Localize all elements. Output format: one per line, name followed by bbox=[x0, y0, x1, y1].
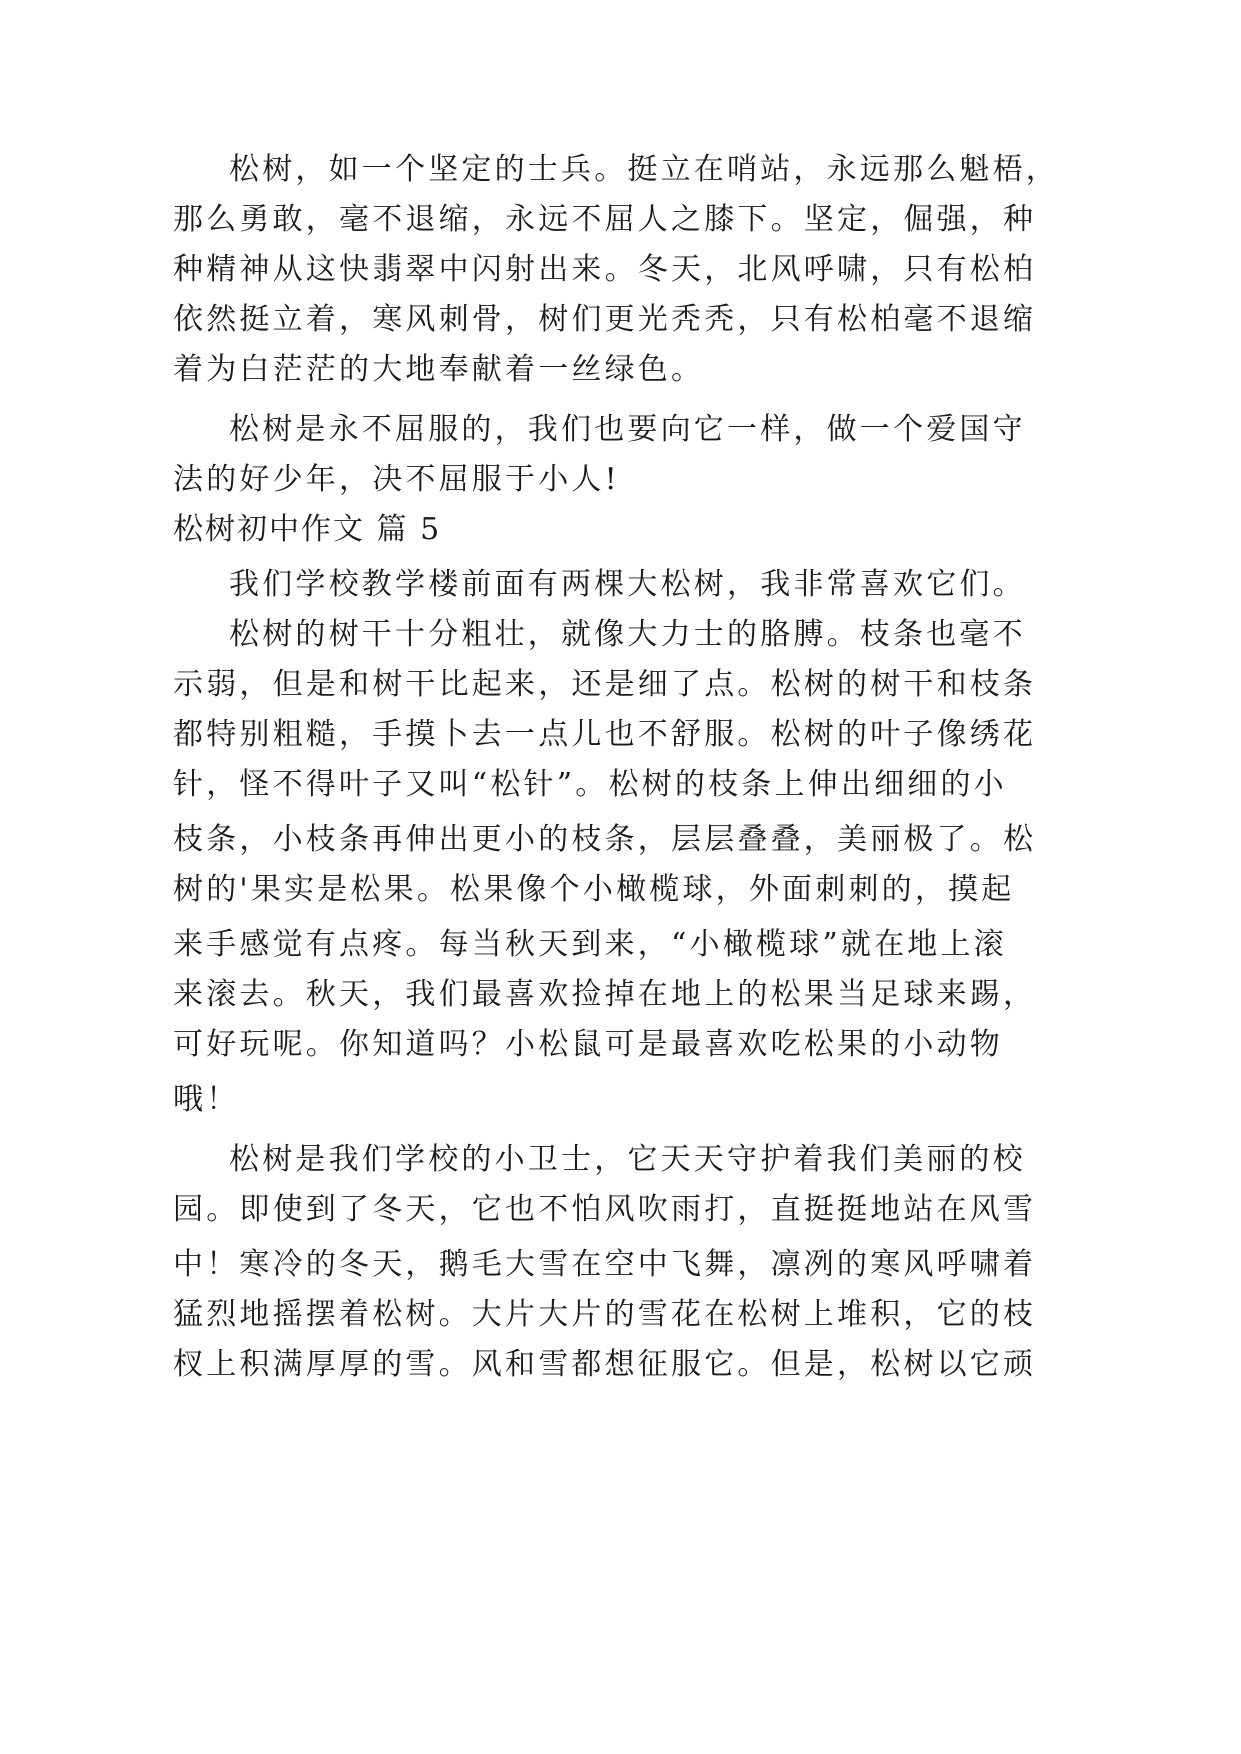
section-heading: 松树初中作文 篇 5 bbox=[173, 512, 442, 547]
text-line-21: 园。即使到了冬天，它也不怕风吹雨打，直挺挺地站在风雪 bbox=[173, 1192, 1037, 1227]
text-line-3: 种精神从这快翡翠中闪射出来。冬天，北风呼啸，只有松柏 bbox=[173, 252, 1037, 287]
text-line-2: 那么勇敢，毫不退缩，永远不屈人之膝下。坚定，倔强，种 bbox=[173, 202, 1037, 237]
text-line-5: 着为白茫茫的大地奉献着一丝绿色。 bbox=[173, 352, 705, 387]
text-line-13: 针，怪不得叶子又叫“松针”。松树的枝条上伸出细细的小 bbox=[173, 767, 1007, 802]
text-line-1: 松树，如一个坚定的士兵。挺立在哨站，永远那么魁梧， bbox=[229, 152, 1059, 187]
text-line-20: 松树是我们学校的小卫士，它天天守护着我们美丽的校 bbox=[229, 1142, 1026, 1177]
text-line-10: 松树的树干十分粗壮，就像大力士的胳膊。枝条也毫不 bbox=[229, 617, 1026, 652]
text-line-14: 枝条，小枝条再伸出更小的枝条，层层叠叠，美丽极了。松 bbox=[173, 822, 1037, 857]
text-line-19: 哦！ bbox=[173, 1082, 240, 1117]
text-line-22: 中！寒冷的冬天，鹅毛大雪在空中飞舞，凛冽的寒风呼啸着 bbox=[173, 1247, 1037, 1282]
text-line-12: 都特别粗糙，手摸卜去一点儿也不舒服。松树的叶子像绣花 bbox=[173, 717, 1037, 752]
text-line-16: 来手感觉有点疼。每当秋天到来，“小橄榄球”就在地上滚 bbox=[173, 927, 1007, 962]
text-line-6: 松树是永不屈服的，我们也要向它一样，做一个爱国守 bbox=[229, 412, 1026, 447]
text-line-4: 依然挺立着，寒风刺骨，树们更光秃秃，只有松柏毫不退缩 bbox=[173, 302, 1037, 337]
text-line-15: 树的'果实是松果。松果像个小橄榄球，外面刺刺的，摸起 bbox=[173, 872, 1015, 907]
text-line-11: 示弱，但是和树干比起来，还是细了点。松树的树干和枝条 bbox=[173, 667, 1037, 702]
text-line-7: 法的好少年，决不屈服于小人! bbox=[173, 462, 620, 497]
text-line-24: 杈上积满厚厚的雪。风和雪都想征服它。但是，松树以它顽 bbox=[173, 1347, 1037, 1382]
text-line-23: 猛烈地摇摆着松树。大片大片的雪花在松树上堆积，它的枝 bbox=[173, 1297, 1037, 1332]
text-line-9: 我们学校教学楼前面有两棵大松树，我非常喜欢它们。 bbox=[229, 567, 1026, 602]
text-line-18: 可好玩呢。你知道吗？小松鼠可是最喜欢吃松果的小动物 bbox=[173, 1027, 1003, 1062]
text-line-17: 来滚去。秋天，我们最喜欢捡掉在地上的松果当足球来踢， bbox=[173, 977, 1037, 1012]
